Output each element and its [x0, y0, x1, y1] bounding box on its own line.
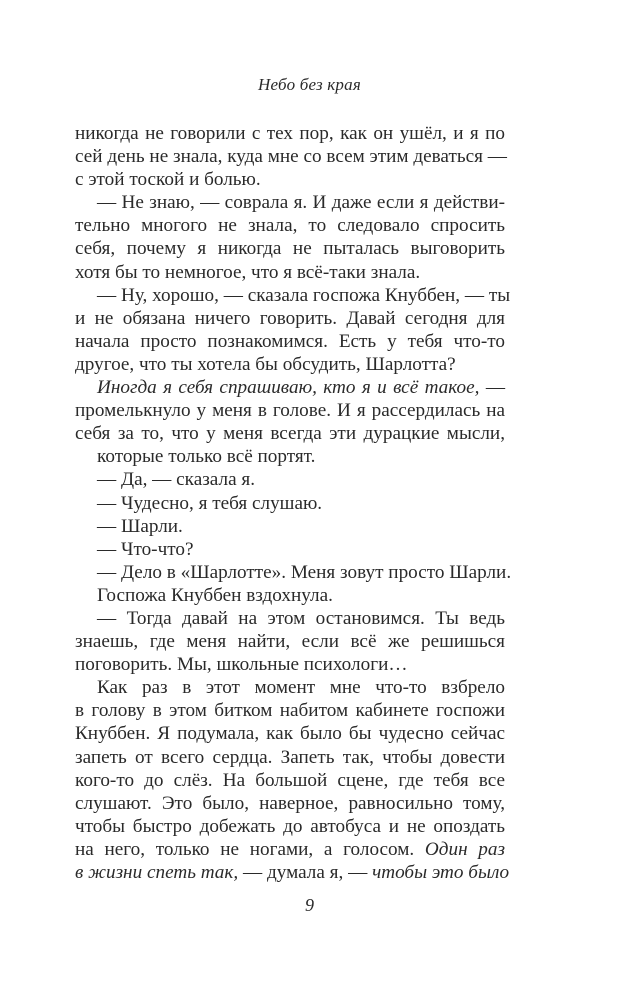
text-segment: тельно многого не знала, то следовало спросить — [75, 215, 505, 237]
text-segment: — Дело в «Шарлотте». Меня зовут просто Шарли. — [97, 561, 512, 583]
text-segment: — Тогда давай на этом остановимся. Ты ведь — [97, 607, 505, 629]
text-line — [75, 630, 505, 653]
text-line — [75, 307, 505, 330]
text-line — [75, 468, 505, 491]
text-segment: Как раз в этот момент мне что-то взбрело — [97, 677, 505, 699]
text-line — [75, 538, 505, 561]
text-segment: — Не знаю, — соврала я. И даже если я действи- — [97, 192, 505, 214]
text-segment: себя, почему я никогда не пыталась выговорить — [75, 238, 505, 260]
running-head: Небо без края — [258, 75, 361, 94]
text-line — [75, 584, 505, 607]
text-line — [75, 261, 505, 284]
text-segment: сей день не знала, куда мне со всем этим деваться — — [75, 146, 507, 168]
text-segment: себя за то, что у меня всегда эти дурацкие мысли, — [75, 423, 505, 445]
text-line — [75, 330, 505, 353]
text-segment: слушают. Это было, наверное, равносильно тому, — [75, 792, 505, 814]
text-line — [75, 653, 505, 676]
text-segment: Кнуббен. Я подумала, как было бы чудесно сейчас — [75, 723, 505, 745]
text-segment: на него, только не ногами, а голосом. — [75, 838, 425, 860]
text-line — [75, 376, 505, 399]
text-segment: которые только всё портят. — [97, 446, 316, 468]
text-segment: и не обязана ничего говорить. Давай сегодня для — [75, 307, 505, 329]
text-segment: — Чудесно, я тебя слушаю. — [97, 492, 323, 514]
italic-text-segment: Один раз — [424, 838, 505, 860]
text-line — [75, 145, 505, 168]
text-segment: в голову в этом битком набитом кабинете госпожи — [75, 700, 505, 722]
text-segment: хотя бы то немногое, что я всё-таки знала. — [75, 261, 421, 283]
text-line — [75, 353, 505, 376]
text-segment: — — [479, 377, 506, 399]
text-line — [75, 445, 505, 468]
text-segment: знаешь, где меня найти, если всё же решишься — [75, 631, 505, 653]
text-line — [75, 284, 511, 307]
text-segment: запеть от всего сердца. Запеть так, чтобы довести — [75, 746, 505, 768]
text-line — [75, 561, 512, 584]
text-line — [75, 191, 505, 214]
text-segment: — Что-что? — [97, 538, 194, 560]
text-line — [75, 722, 505, 745]
italic-text-segment: чтобы это было — [372, 862, 510, 883]
text-line — [75, 699, 505, 722]
text-segment: другое, что ты хотела бы обсудить, Шарлотта? — [75, 353, 456, 375]
text-line — [75, 214, 505, 237]
page-number: 9 — [305, 895, 314, 915]
italic-text-segment: Иногда я себя спрашиваю, кто я и всё такое, — [97, 377, 480, 399]
body-text — [75, 122, 512, 884]
text-segment: кого-то до слёз. На большой сцене, где тебя все — [75, 769, 505, 791]
text-line — [75, 861, 510, 884]
text-segment: чтобы быстро добежать до автобуса и не опоздать — [75, 815, 505, 837]
text-segment: с этой тоской и болью. — [75, 169, 261, 191]
text-line — [75, 168, 505, 191]
italic-text-segment: в жизни спеть так, — [75, 862, 239, 883]
text-segment: — Шарли. — [97, 515, 183, 537]
text-line — [75, 422, 505, 445]
text-line — [75, 676, 505, 699]
text-segment: — Да, — сказала я. — [97, 469, 256, 491]
text-segment: — думала я, — — [238, 862, 373, 883]
text-line — [75, 515, 505, 538]
text-line — [75, 792, 505, 815]
text-segment: поговорить. Мы, школьные психологи… — [75, 654, 408, 676]
text-line — [75, 399, 505, 422]
text-line — [75, 838, 505, 861]
text-line — [75, 607, 505, 630]
text-segment: Госпожа Кнуббен вздохнула. — [97, 584, 333, 606]
text-line — [75, 492, 505, 515]
text-segment: — Ну, хорошо, — сказала госпожа Кнуббен, — ты — [97, 284, 511, 306]
text-segment: никогда не говорили с тех пор, как он ушёл, и я по — [75, 123, 505, 144]
text-line — [75, 769, 505, 792]
text-segment: промелькнуло у меня в голове. И я рассердилась на — [75, 400, 505, 422]
text-line — [75, 237, 505, 260]
text-line — [75, 122, 505, 145]
text-line — [75, 815, 505, 838]
text-segment: начала просто познакомимся. Есть у тебя что-то — [75, 330, 505, 352]
text-line — [75, 746, 505, 769]
